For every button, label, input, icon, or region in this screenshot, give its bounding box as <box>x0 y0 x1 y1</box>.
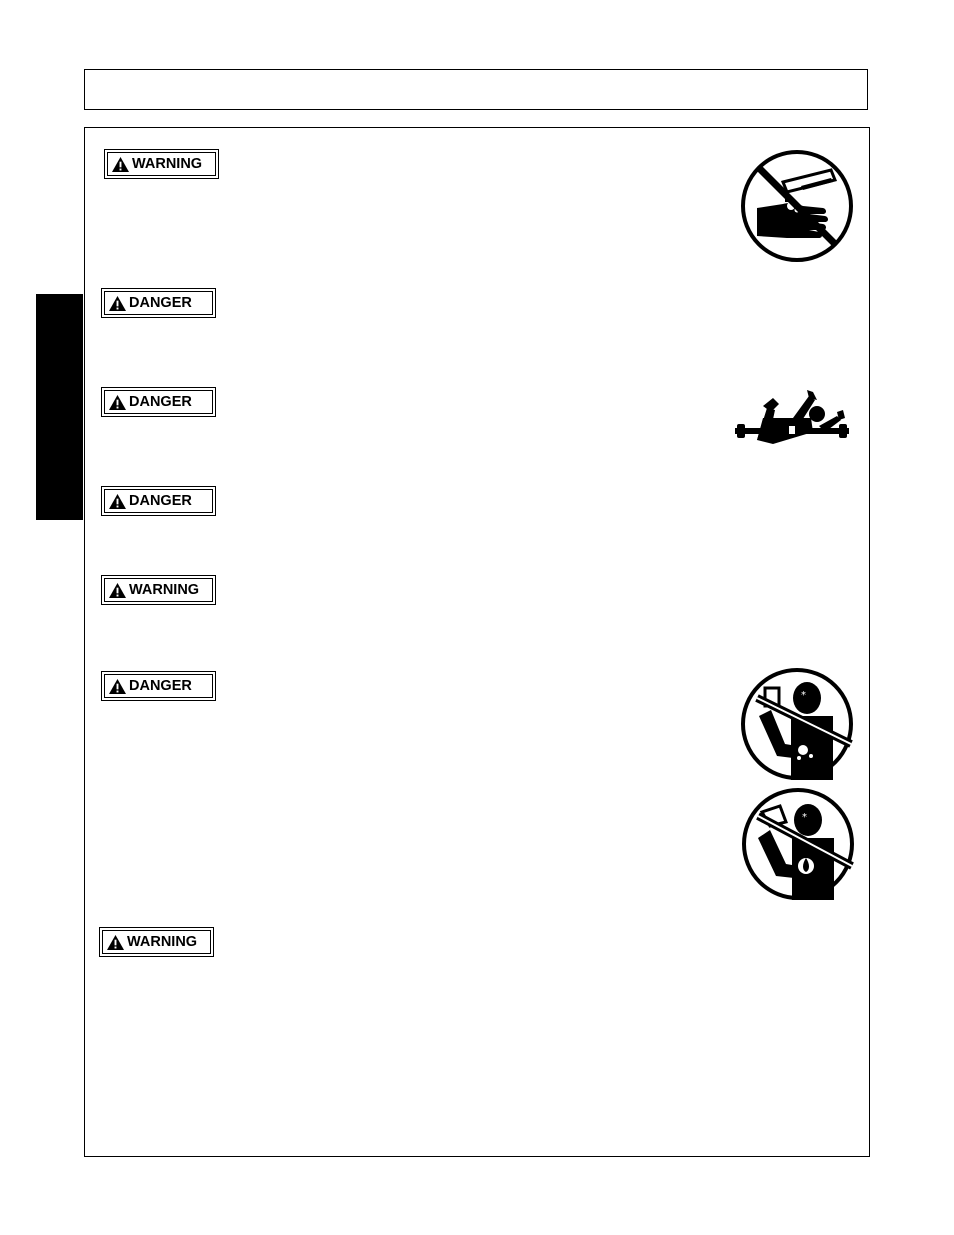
warning-label-3 <box>99 927 214 957</box>
signal-word: DANGER <box>129 492 192 509</box>
entanglement-person-icon <box>733 388 851 448</box>
signal-word: WARNING <box>129 581 200 598</box>
signal-word: DANGER <box>129 393 192 410</box>
svg-text:*: * <box>802 812 807 823</box>
warning-triangle-icon <box>106 934 125 951</box>
signal-word: DANGER <box>129 677 192 694</box>
safety-content-box <box>84 127 870 1157</box>
warning-triangle-icon <box>108 493 127 510</box>
warning-triangle-icon <box>108 394 127 411</box>
no-swallowing-fluid-icon <box>740 786 856 902</box>
danger-label-1 <box>101 288 216 318</box>
page-header-box <box>84 69 868 110</box>
no-acid-on-hand-icon <box>739 148 855 264</box>
signal-word: WARNING <box>127 933 198 950</box>
warning-triangle-icon <box>108 295 127 312</box>
warning-label-1 <box>104 149 219 179</box>
signal-word: DANGER <box>129 294 192 311</box>
svg-text:*: * <box>801 690 806 701</box>
section-side-tab <box>36 294 83 520</box>
no-inhaling-fumes-icon <box>739 666 855 782</box>
warning-triangle-icon <box>111 156 130 173</box>
danger-label-4 <box>101 671 216 701</box>
warning-triangle-icon <box>108 678 127 695</box>
signal-word: WARNING <box>132 155 203 172</box>
danger-label-2 <box>101 387 216 417</box>
warning-triangle-icon <box>108 582 127 599</box>
danger-label-3 <box>101 486 216 516</box>
warning-label-2 <box>101 575 216 605</box>
